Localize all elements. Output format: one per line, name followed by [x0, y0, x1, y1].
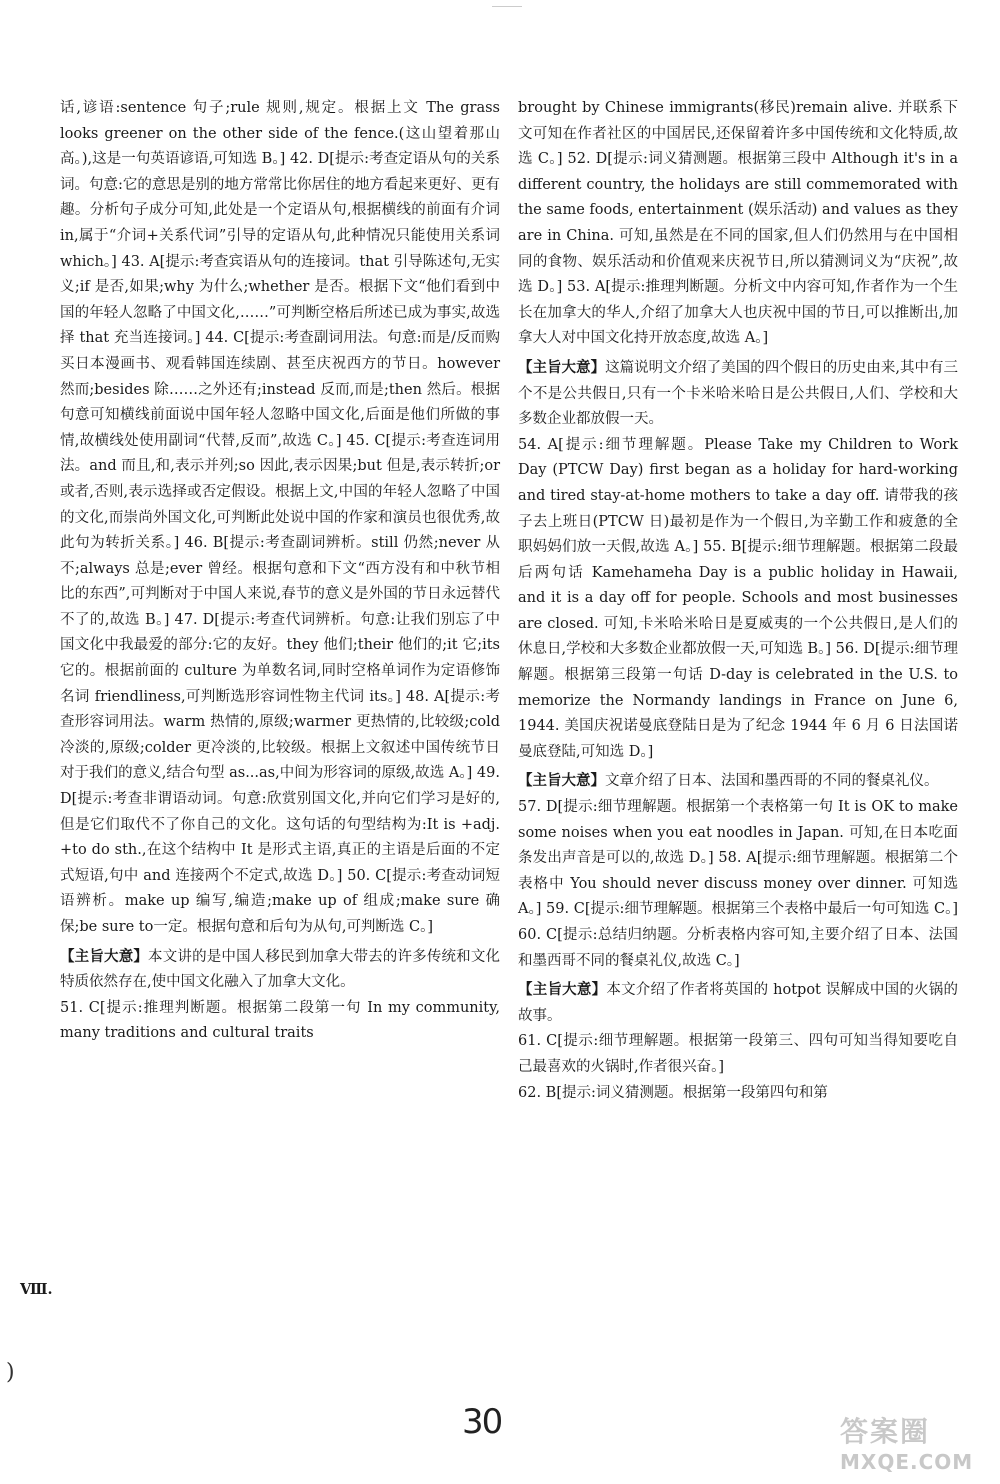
paragraph-answer-62: 62. B[提示:词义猜测题。根据第一段第四句和第 [518, 1084, 828, 1101]
paragraph-answers-54-56: 54. A[提示:细节理解题。Please Take my Children to Work Day (PTCW Day) first began as a holiday for hard-working and tired stay-at-home mothers to take a day off. 请带我的孩子去上班日(PTCW 日)最初是作为一个假日,为辛勤工作和疲惫的全职妈妈们放一天假,故选 A。] 55. B[提示:细节理解题。根据第二段最后两句话 Kamehameha Day is a public holiday in Hawaii, and it is a day off for people. Schools and most businesses are closed. 可知,卡米哈米哈日是夏威夷的一个公共假日,是人们的休息日,学校和大多数企业都放假一天,可知选 B。] 56. D[提示:细节理解题。根据第三段第一句话 D-day is celebrated in the U.S. to memorize the Normandy landings in France on June 6, 1944. 美国庆祝诺曼底登陆日是为了纪念 1944 年 6 月 6 日法国诺曼底登陆,可知选 D。] [518, 436, 958, 760]
paragraph-main-idea-hotpot: 【主旨大意】本文介绍了作者将英国的 hotpot 误解成中国的火锅的故事。 [518, 982, 958, 1024]
main-idea-tag: 【主旨大意】 [60, 948, 149, 965]
paragraph-main-idea-section-8: 【主旨大意】本文讲的是中国人移民到加拿大带去的许多传统和文化特质依然存在,使中国文化融入了加拿大文化。 [60, 948, 501, 991]
paragraph-answer-51: 51. C[提示:推理判断题。根据第二段第一句 In my community, many traditions and cultural traits [60, 999, 500, 1042]
paragraph-answer-61: 61. C[提示:细节理解题。根据第一段第三、四句可知当得知要吃自己最喜欢的火锅时,作者很兴奋。] [518, 1033, 958, 1075]
right-column [518, 96, 958, 1106]
main-idea-tag: 【主旨大意】 [518, 982, 607, 999]
watermark-logo [840, 1410, 990, 1480]
section-marker: Ⅷ. [20, 1281, 53, 1298]
watermark-top-text: 答案圈 [840, 1415, 931, 1448]
paragraph-answers-57-60: 57. D[提示:细节理解题。根据第一个表格第一句 It is OK to make some noises when you eat noodles in Japan. 可知,在日本吃面条发出声音是可以的,故选 D。] 58. A[提示:细节理解题。根据第二个表格中 You should never discuss money over dinner. 可知选 A。] 59. C[提示:细节理解题。根据第三个表格中最后一句可知选 C。] 60. C[提示:总结归纳题。分析表格内容可知,主要介绍了日本、法国和墨西哥不同的餐桌礼仪,故选 C。] [518, 799, 958, 969]
left-column [60, 96, 500, 1047]
main-idea-tag: 【主旨大意】 [518, 359, 606, 376]
paragraph-answers-41-50: 话,谚语:sentence 句子;rule 规则,规定。根据上文 The grass looks greener on the other side of the fence.(这山望着那山高。),这是一句英语谚语,可知选 B。] 42. D[提示:考查定语从句的关系词。句意:它的意思是别的地方常常比你居住的地方看起来更好、更有趣。分析句子成分可知,此处是一个定语从句,根据横线的前面有介词 in,属于“介词+关系代词”引导的定语从句,此种情况只能使用关系词 which。] 43. A[提示:考查宾语从句的连接词。that 引导陈述句,无实义;if 是否,如果;why 为什么;whether 是否。根据下文“他们看到中国的年轻人忽略了中国文化,……”可判断空格后所述已成为事实,故选择 that 充当连接词。] 44. C[提示:考查副词用法。句意:而是/反而购买日本漫画书、观看韩国连续剧、甚至庆祝西方的节日。however 然而;besides 除……之外还有;instead 反而,而是;then 然后。根据句意可知横线前面说中国年轻人忽略中国文化,后面是他们所做的事情,故横线处使用副词“代替,反而”,故选 C。] 45. C[提示:考查连词用法。and 而且,和,表示并列;so 因此,表示因果;but 但是,表示转折;or 或者,否则,表示选择或否定假设。根据上文,中国的年轻人忽略了中国的文化,而崇尚外国文化,可判断此处说中国的作家和演员也很优秀,故此句为转折关系。] 46. B[提示:考查副词辨析。still 仍然;never 从不;always 总是;ever 曾经。根据句意和下文“西方没有和中秋节相比的东西”,可判断对于中国人来说,春节的意义是外国的节日永远替代不了的,故选 B。] 47. D[提示:考查代词辨析。句意:让我们别忘了中国文化中我最爱的部分:它的友好。they 他们;their 他们的;it 它;its 它的。根据前面的 culture 为单数名词,同时空格单词作为定语修饰名词 friendliness,可判断选形容词性物主代词 its。] 48. A[提示:考查形容词用法。warm 热情的,原级;warmer 更热情的,比较级;cold 冷淡的,原级;colder 更冷淡的,比较级。根据上文叙述中国传统节日对于我们的意义,结合句型 as...as,中间为形容词的原级,故选 A。] 49. D[提示:考查非谓语动词。句意:欣赏别国文化,并向它们学习是好的,但是它们取代不了你自己的文化。这句话的句型结构为:It is +adj. +to do sth.,在这个结构中 It 是形式主语,真正的主语是后面的不定式短语,句中 and 连接两个不定式,故选 D。] 50. C[提示:考查动词短语辨析。make up 编写,编造;make up of 组成;make sure 确保;be sure to一定。根据句意和后句为从句,可判断选 C。] [60, 100, 500, 935]
top-dash [492, 6, 522, 7]
watermark-bottom-text: MXQE.COM [840, 1450, 974, 1474]
page-number: 30 [462, 1402, 502, 1442]
paragraph-main-idea-table-manners: 【主旨大意】文章介绍了日本、法国和墨西哥的不同的餐桌礼仪。 [518, 773, 939, 790]
paragraph-answers-51-53: brought by Chinese immigrants(移民)remain alive. 并联系下文可知在作者社区的中国居民,还保留着许多中国传统和文化特质,故选 C。] 52. D[提示:词义猜测题。根据第三段中 Although it's in a different country, the holidays are still commemorated with the same foods, entertainment (娱乐活动) and values as they are in China. 可知,虽然是在不同的国家,但人们仍然用与在中国相同的食物、娱乐活动和价值观来庆祝节日,所以猜测词义为“庆祝”,故选 D。] 53. A[提示:推理判断题。分析文中内容可知,作者作为一个生长在加拿大的华人,介绍了加拿大人也庆祝中国的节日,可以推断出,加拿大人对中国文化持开放态度,故选 A。] [518, 100, 958, 347]
main-idea-tag: 【主旨大意】 [518, 773, 605, 790]
corner-mark: ) [6, 1360, 15, 1385]
paragraph-main-idea-holidays: 【主旨大意】这篇说明文介绍了美国的四个假日的历史由来,其中有三个不是公共假日,只有一个卡米哈米哈日是公共假日,人们、学校和大多数企业都放假一天。 [518, 359, 958, 428]
